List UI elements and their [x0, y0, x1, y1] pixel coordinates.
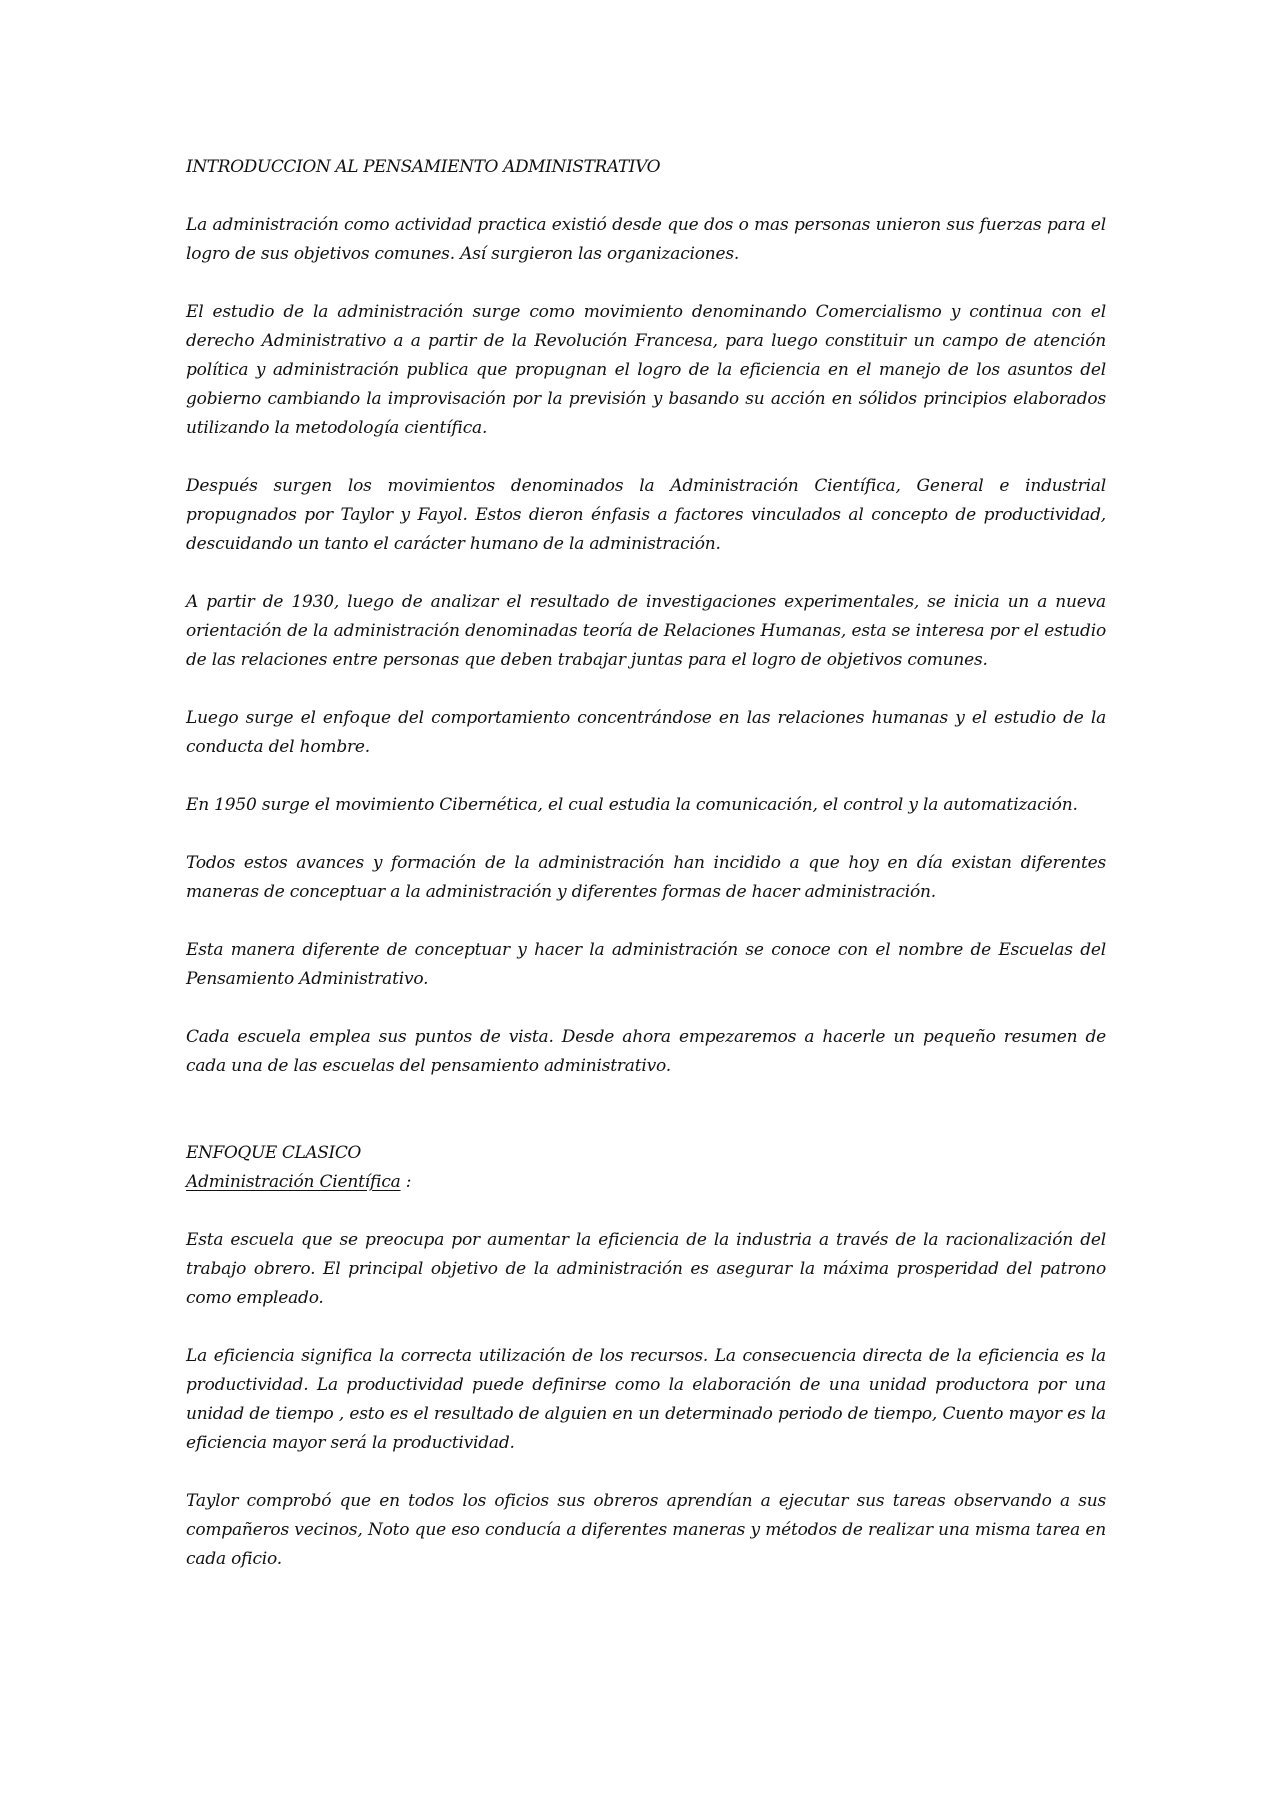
paragraph: La eficiencia significa la correcta utilización de los recursos. La consecuencia directa de la eficiencia es la productividad. La productividad puede definirse como la elaboración de una unidad productora por una unidad de tiempo , esto es el resultado de alguien en un determinado periodo de tiempo, Cuento mayor es la eficiencia mayor será la productividad. [186, 1346, 1106, 1453]
paragraph: Esta escuela que se preocupa por aumentar la eficiencia de la industria a través de la racionalización del trabajo obrero. El principal objetivo de la administración es asegurar la máxima prosperidad del patrono como empleado. [186, 1230, 1106, 1308]
subsection-heading [186, 1168, 1106, 1197]
document-title: INTRODUCCION AL PENSAMIENTO ADMINISTRATIVO [186, 157, 661, 177]
paragraph: La administración como actividad practica existió desde que dos o mas personas unieron sus fuerzas para el logro de sus objetivos comunes. Así surgieron las organizaciones. [186, 215, 1106, 264]
section-title: ENFOQUE CLASICO [186, 1143, 361, 1163]
paragraph: Cada escuela emplea sus puntos de vista. Desde ahora empezaremos a hacerle un pequeño resumen de cada una de las escuelas del pensamiento administrativo. [186, 1027, 1106, 1076]
paragraph: En 1950 surge el movimiento Cibernética, el cual estudia la comunicación, el control y la automatización. [186, 795, 1078, 815]
paragraph: Todos estos avances y formación de la administración han incidido a que hoy en día existan diferentes maneras de conceptuar a la administración y diferentes formas de hacer administración. [186, 853, 1106, 902]
paragraph: Después surgen los movimientos denominados la Administración Científica, General e industrial propugnados por Taylor y Fayol. Estos dieron énfasis a factores vinculados al concepto de productividad, descuidando un tanto el carácter humano de la administración. [186, 476, 1106, 554]
subsection-suffix: : [400, 1172, 412, 1192]
subsection-title: Administración Científica [186, 1172, 401, 1192]
paragraph: El estudio de la administración surge como movimiento denominando Comercialismo y continua con el derecho Administrativo a a partir de la Revolución Francesa, para luego constituir un campo de atención política y administración publica que propugnan el logro de la eficiencia en el manejo de los asuntos del gobierno cambiando la improvisación por la previsión y basando su acción en sólidos principios elaborados utilizando la metodología científica. [186, 302, 1106, 438]
paragraph: Taylor comprobó que en todos los oficios sus obreros aprendían a ejecutar sus tareas observando a sus compañeros vecinos, Noto que eso conducía a diferentes maneras y métodos de realizar una misma tarea en cada oficio. [186, 1491, 1106, 1569]
paragraph: A partir de 1930, luego de analizar el resultado de investigaciones experimentales, se inicia un a nueva orientación de la administración denominadas teoría de Relaciones Humanas, esta se interesa por el estudio de las relaciones entre personas que deben trabajar juntas para el logro de objetivos comunes. [186, 592, 1106, 670]
paragraph: Esta manera diferente de conceptuar y hacer la administración se conoce con el nombre de Escuelas del Pensamiento Administrativo. [186, 940, 1106, 989]
paragraph: Luego surge el enfoque del comportamiento concentrándose en las relaciones humanas y el estudio de la conducta del hombre. [186, 708, 1106, 757]
document-body [186, 153, 1106, 1574]
